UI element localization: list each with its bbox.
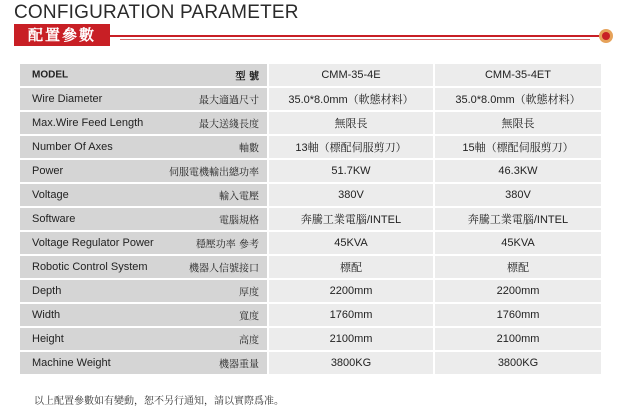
spec-header-row	[20, 64, 601, 86]
spec-label-en: Width	[32, 309, 61, 321]
header-dot-ornament	[599, 29, 613, 43]
spec-value-model-2: 35.0*8.0mm（軟態材料）	[435, 88, 601, 110]
spec-value-model-2: 1760mm	[435, 304, 601, 326]
spec-label-en: Power	[32, 165, 64, 177]
spec-label-cn: 電腦規格	[219, 215, 259, 227]
spec-label-cn: 軸數	[239, 143, 259, 155]
spec-label-cn: 最大送綫長度	[199, 119, 259, 131]
spec-row	[20, 232, 601, 254]
spec-label-cn: 輸入電壓	[219, 191, 259, 203]
spec-label-cell	[20, 136, 267, 158]
spec-value-model-2: 15軸（標配伺服剪刀）	[435, 136, 601, 158]
spec-value-model-2: 奔騰工業電腦/INTEL	[435, 208, 601, 230]
header-divider	[106, 35, 602, 37]
spec-row	[20, 352, 601, 374]
spec-value-model-2: 無限長	[435, 112, 601, 134]
model-name-1: CMM-35-4E	[269, 64, 433, 86]
spec-label-cn: 最大適過尺寸	[199, 95, 259, 107]
spec-value-model-1: 2100mm	[269, 328, 433, 350]
spec-label-en: Depth	[32, 285, 62, 297]
page-title: CONFIGURATION PARAMETER	[14, 2, 299, 23]
spec-row	[20, 256, 601, 278]
spec-value-model-1: 45KVA	[269, 232, 433, 254]
spec-label-en: Number Of Axes	[32, 141, 113, 153]
spec-label-cell	[20, 184, 267, 206]
spec-label-en: Voltage	[32, 189, 69, 201]
spec-label-cell	[20, 304, 267, 326]
spec-label-en: Robotic Control System	[32, 261, 148, 273]
spec-label-en: Software	[32, 213, 76, 225]
spec-value-model-1: 380V	[269, 184, 433, 206]
spec-row	[20, 304, 601, 326]
spec-label-cn: 伺服電機輸出總功率	[169, 167, 259, 179]
spec-value-model-1: 1760mm	[269, 304, 433, 326]
spec-value-model-1: 13軸（標配伺服剪刀）	[269, 136, 433, 158]
spec-row	[20, 280, 601, 302]
spec-value-model-2: 380V	[435, 184, 601, 206]
model-label-cn: 型 號	[235, 71, 259, 83]
spec-label-cell	[20, 256, 267, 278]
spec-label-cn: 厚度	[239, 287, 259, 299]
spec-value-model-2: 3800KG	[435, 352, 601, 374]
spec-label-cn: 機器人信號接口	[189, 263, 259, 275]
spec-value-model-2: 標配	[435, 256, 601, 278]
spec-value-model-2: 2100mm	[435, 328, 601, 350]
spec-table	[20, 62, 601, 376]
spec-value-model-1: 35.0*8.0mm（軟態材料）	[269, 88, 433, 110]
spec-label-en: Wire Diameter	[32, 93, 103, 105]
spec-row	[20, 328, 601, 350]
spec-value-model-1: 奔騰工業電腦/INTEL	[269, 208, 433, 230]
model-label-en: MODEL	[32, 69, 69, 81]
spec-row	[20, 136, 601, 158]
spec-label-en: Max.Wire Feed Length	[32, 117, 144, 129]
spec-row	[20, 208, 601, 230]
section-title-badge: 配置參數	[14, 24, 110, 46]
spec-value-model-1: 標配	[269, 256, 433, 278]
header-divider-thin	[120, 39, 590, 40]
spec-label-cell	[20, 280, 267, 302]
spec-value-model-1: 3800KG	[269, 352, 433, 374]
spec-value-model-2: 46.3KW	[435, 160, 601, 182]
model-label-cell	[20, 64, 267, 86]
spec-row	[20, 160, 601, 182]
spec-label-en: Height	[32, 333, 64, 345]
spec-label-cell	[20, 232, 267, 254]
spec-value-model-2: 45KVA	[435, 232, 601, 254]
spec-label-cell	[20, 112, 267, 134]
spec-value-model-2: 2200mm	[435, 280, 601, 302]
spec-label-cn: 穩壓功率 參考	[195, 239, 259, 251]
spec-label-cn: 機器重量	[219, 359, 259, 371]
model-name-2: CMM-35-4ET	[435, 64, 601, 86]
spec-label-cell	[20, 88, 267, 110]
spec-label-cn: 高度	[239, 335, 259, 347]
spec-row	[20, 112, 601, 134]
spec-value-model-1: 51.7KW	[269, 160, 433, 182]
spec-label-cn: 寬度	[239, 311, 259, 323]
header-dot-core	[602, 32, 610, 40]
spec-label-en: Voltage Regulator Power	[32, 237, 154, 249]
spec-label-cell	[20, 352, 267, 374]
spec-label-en: Machine Weight	[32, 357, 111, 369]
footer-note: 以上配置參數如有變動，恕不另行通知，請以實際爲准。	[34, 396, 284, 407]
spec-label-cell	[20, 208, 267, 230]
spec-label-cell	[20, 328, 267, 350]
spec-row	[20, 184, 601, 206]
spec-value-model-1: 2200mm	[269, 280, 433, 302]
spec-value-model-1: 無限長	[269, 112, 433, 134]
spec-row	[20, 88, 601, 110]
spec-label-cell	[20, 160, 267, 182]
